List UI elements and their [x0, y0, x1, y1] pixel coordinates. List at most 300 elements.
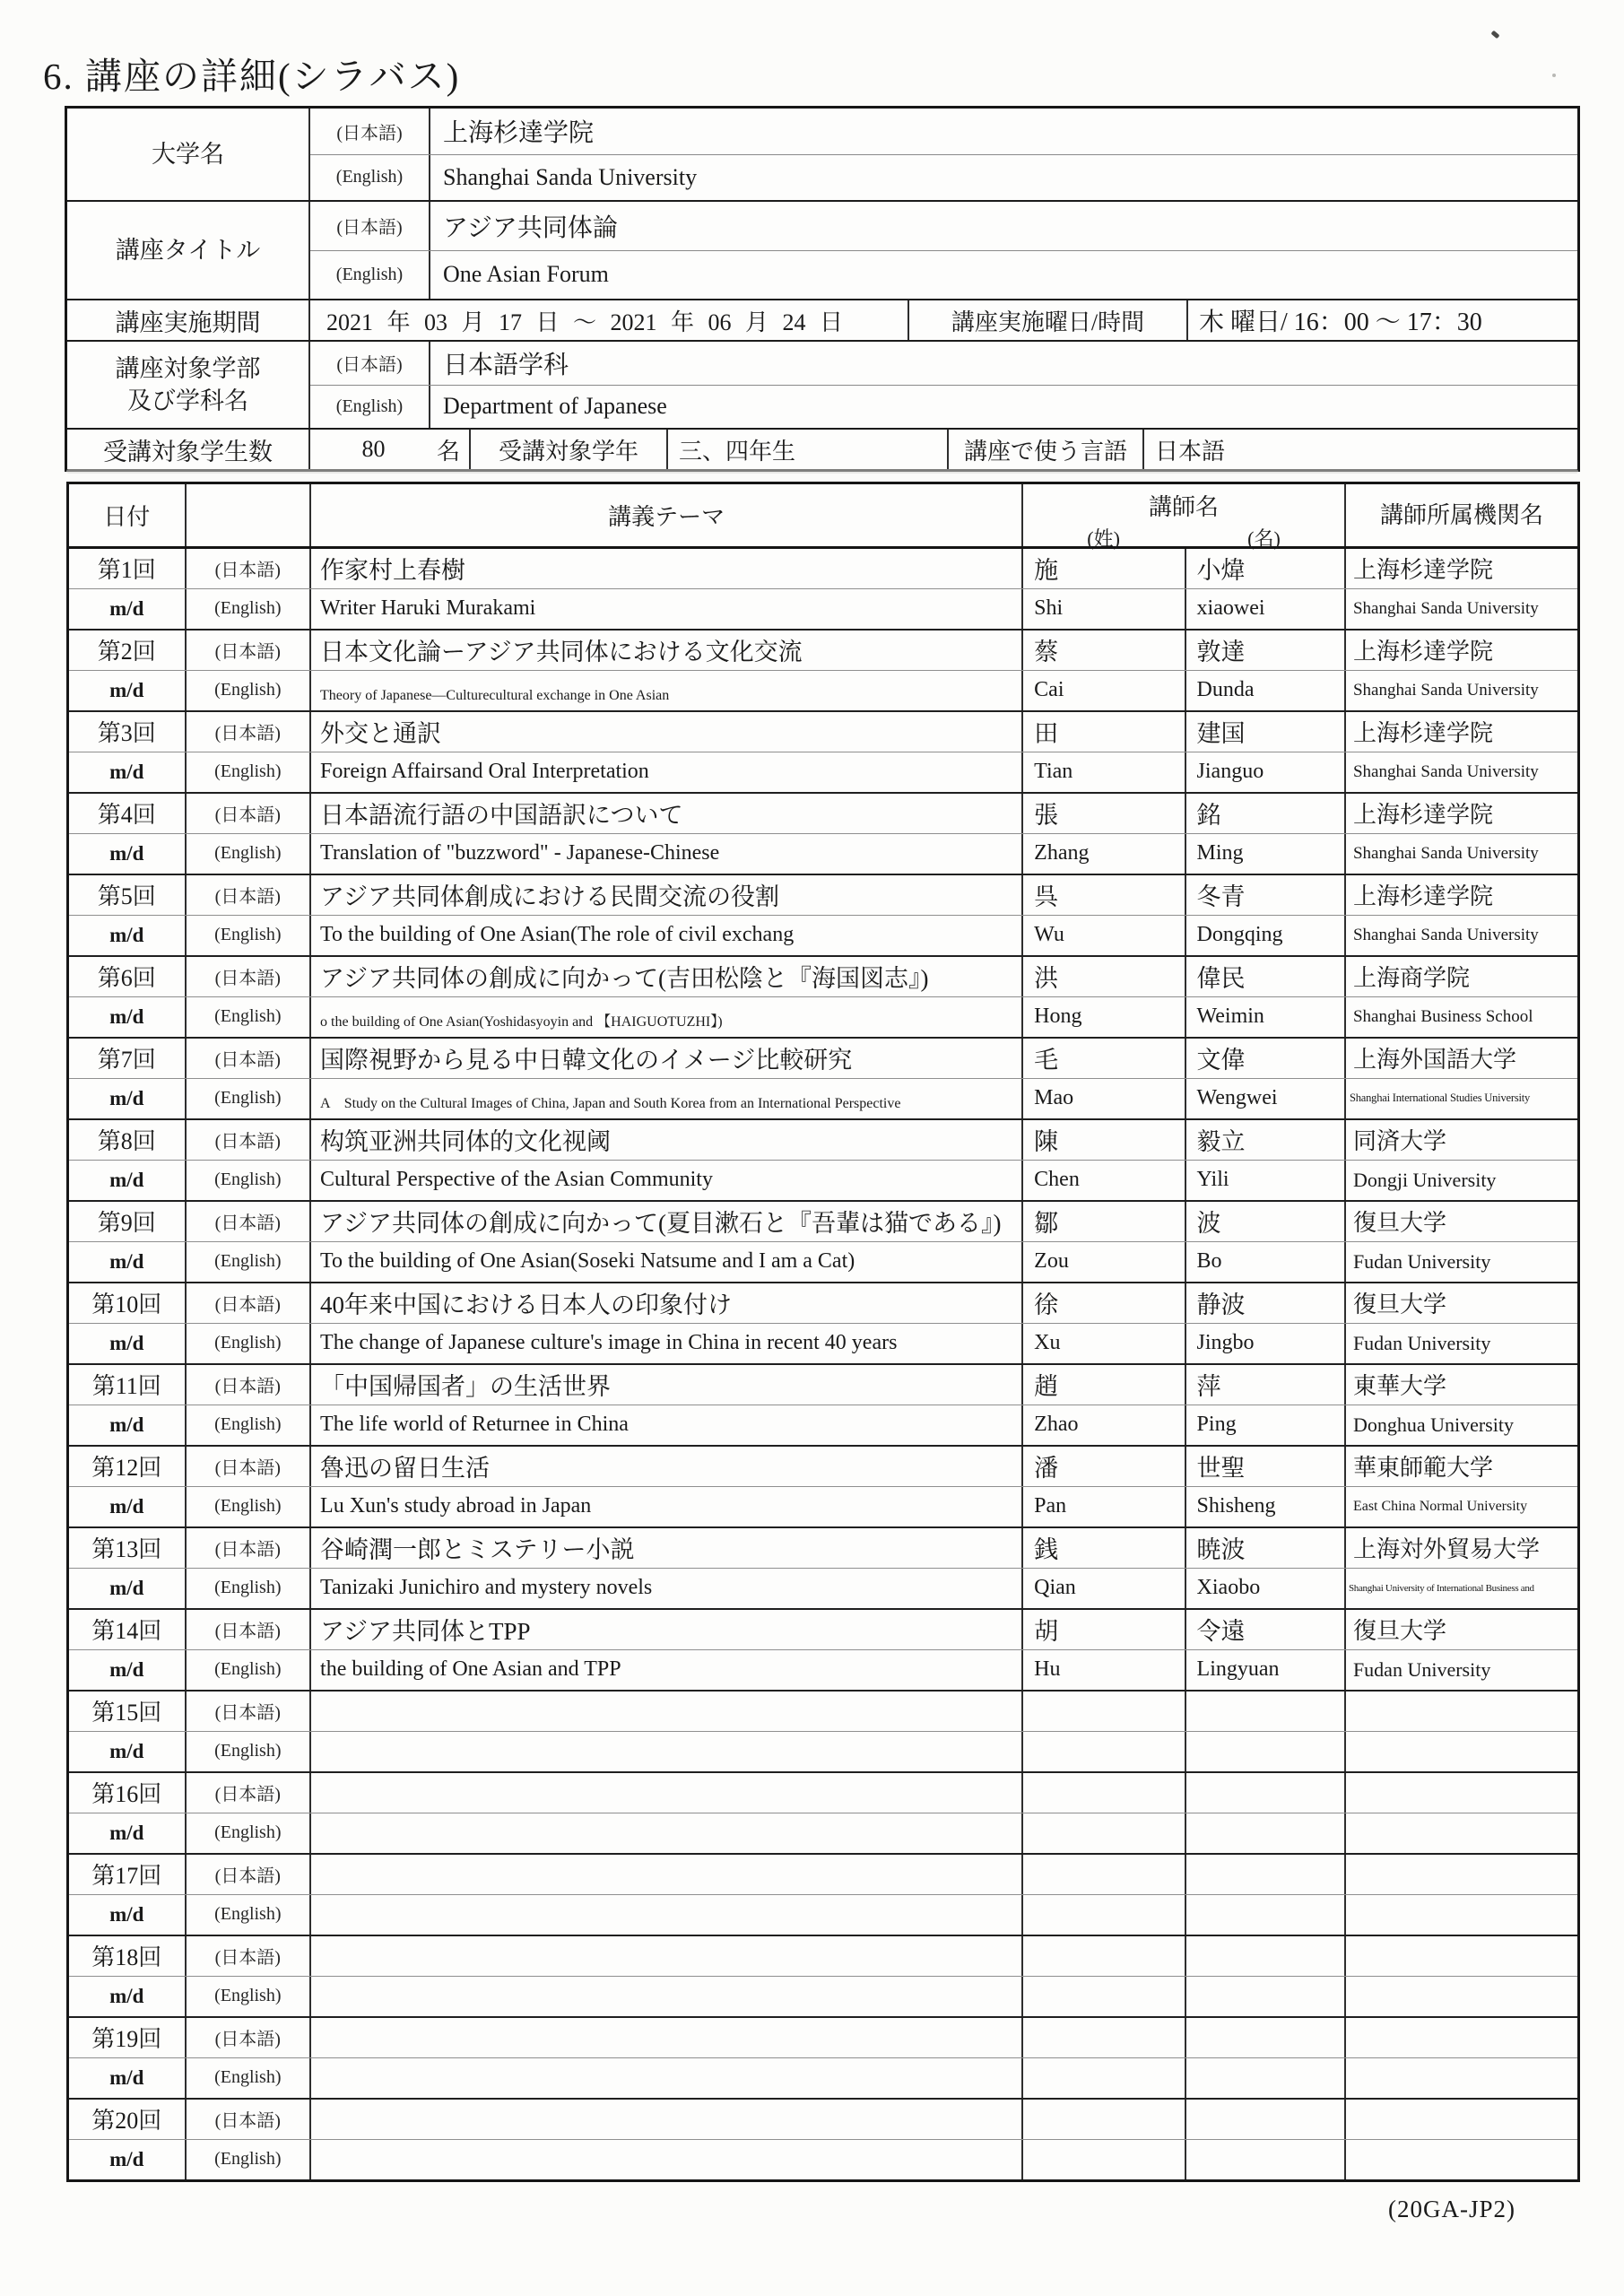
lecture-row-ja — [69, 2100, 1577, 2140]
lecturer-given-name-en — [1186, 1732, 1346, 1772]
lecturer-affiliation-en — [1346, 1977, 1577, 2017]
lang-tag-ja: (日本語) — [187, 957, 312, 996]
lecture-row-ja — [69, 1039, 1577, 1079]
lecturer-affiliation-ja: 復旦大学 — [1352, 1292, 1446, 1318]
lecturer-surname-ja — [1023, 1855, 1185, 1894]
header-theme: 講義テーマ — [311, 484, 1023, 546]
lecture-row-ja — [69, 1447, 1577, 1487]
lang-tag-en: (English) — [187, 1895, 312, 1935]
lecture-row-en — [69, 1813, 1577, 1854]
lecture-theme-ja — [311, 2100, 1023, 2139]
lecture-table-header — [69, 484, 1577, 549]
weekday-time-label: 講座実施曜日/時間 — [909, 300, 1188, 340]
lecturer-affiliation-en: Shanghai Sanda University — [1352, 925, 1539, 944]
scan-speck — [1552, 74, 1556, 77]
lecturer-surname-en: Hu — [1023, 1650, 1185, 1691]
lecturer-given-name-ja: 波 — [1186, 1202, 1346, 1241]
lecturer-given-name-ja — [1186, 2018, 1346, 2057]
lecturer-affiliation-ja: 復旦大学 — [1352, 1210, 1446, 1237]
lecturer-given-name-ja: 令遠 — [1186, 1610, 1346, 1649]
lecture-row-ja — [69, 1528, 1577, 1569]
lecture-row-en — [69, 1895, 1577, 1935]
lecture-row-en — [69, 671, 1577, 711]
lecturer-affiliation-en — [1346, 1895, 1577, 1935]
lang-tag-ja: (日本語) — [187, 2100, 312, 2139]
lecture-theme-en: The change of Japanese culture's image in China in recent 40 years — [311, 1324, 1023, 1364]
lang-tag-en: (English) — [187, 834, 312, 874]
lecture-date-md: m/d — [69, 916, 187, 956]
lecture-theme-ja: 「中国帰国者」の生活世界 — [311, 1365, 1023, 1405]
weekday-time-value: 木 曜日/ 16：00 ～ 17：30 — [1199, 309, 1482, 336]
university-label: 大学名 — [67, 109, 310, 200]
lecture-number: 第1回 — [69, 549, 187, 588]
lang-tag-en: (English) — [187, 916, 312, 956]
lecturer-surname-en — [1023, 1813, 1185, 1854]
lecture-row-en — [69, 752, 1577, 793]
lecturer-given-name-ja — [1186, 2100, 1346, 2139]
lecture-row-ja — [69, 1855, 1577, 1895]
lecture-row-en — [69, 1977, 1577, 2017]
lecturer-given-name-en: Yili — [1186, 1161, 1346, 1201]
lecturer-given-name-ja: 偉民 — [1186, 957, 1346, 996]
lecturer-surname-ja: 胡 — [1023, 1610, 1185, 1649]
lecture-theme-ja: 作家村上春樹 — [311, 549, 1023, 588]
lecture-theme-en: Foreign Affairsand Oral Interpretation — [311, 752, 1023, 793]
lecture-theme-en — [311, 1813, 1023, 1854]
lecturer-given-name-en: Xiaobo — [1186, 1569, 1346, 1609]
lecturer-surname-en: Chen — [1023, 1161, 1185, 1201]
lecture-date-md: m/d — [69, 671, 187, 711]
lecturer-surname-ja: 洪 — [1023, 957, 1185, 996]
lecture-number: 第2回 — [69, 631, 187, 670]
lecturer-affiliation-en — [1346, 2058, 1577, 2099]
lecturer-affiliation-ja: 同済大学 — [1352, 1128, 1446, 1155]
lang-tag-ja: (日本語) — [187, 1365, 312, 1405]
lecturer-given-name-en: Weimin — [1186, 997, 1346, 1038]
lang-tag-ja: (日本語) — [187, 1936, 312, 1976]
lang-tag-en: (English) — [187, 997, 312, 1038]
lecturer-surname-en: Wu — [1023, 916, 1185, 956]
lecture-row-en — [69, 589, 1577, 630]
university-row-group — [67, 109, 1577, 202]
lecture-theme-en — [311, 1895, 1023, 1935]
lecture-row-group — [69, 712, 1577, 794]
lang-tag-ja: (日本語) — [187, 875, 312, 915]
lecture-date-md: m/d — [69, 1324, 187, 1364]
lecturer-given-name-en — [1186, 1977, 1346, 2017]
lecture-theme-ja: 日本語流行語の中国語訳について — [311, 794, 1023, 833]
lecture-theme-en: Theory of Japanese―Culturecultural exchange in One Asian — [311, 671, 1023, 711]
lecture-theme-ja: 谷崎潤一郎とミステリー小説 — [311, 1528, 1023, 1568]
lecturer-surname-en: Xu — [1023, 1324, 1185, 1364]
lecturer-surname-ja: 趙 — [1023, 1365, 1185, 1405]
lecture-row-en — [69, 1242, 1577, 1283]
lecture-row-group — [69, 1202, 1577, 1283]
lecturer-surname-ja: 張 — [1023, 794, 1185, 833]
lecture-date-md: m/d — [69, 1161, 187, 1201]
lecturer-given-name-en — [1186, 1895, 1346, 1935]
lecturer-surname-ja: 毛 — [1023, 1039, 1185, 1078]
lecturer-surname-en: Cai — [1023, 671, 1185, 711]
lecture-row-ja — [69, 1936, 1577, 1977]
lecturer-affiliation-ja — [1346, 1855, 1577, 1894]
lecture-number: 第11回 — [69, 1365, 187, 1405]
lecture-number: 第4回 — [69, 794, 187, 833]
lecture-row-en — [69, 1405, 1577, 1446]
lecture-row-group — [69, 1773, 1577, 1855]
lecturer-surname-ja: 蔡 — [1023, 631, 1185, 670]
lang-tag-en: (English) — [187, 752, 312, 793]
lecturer-affiliation-en: Shanghai University of International Business and — [1348, 1582, 1534, 1594]
lecture-theme-ja: アジア共同体の創成に向かって(夏目漱石と『吾輩は猫である』) — [311, 1202, 1023, 1241]
lecturer-surname-en — [1023, 2140, 1185, 2180]
lecturer-surname-en — [1023, 1977, 1185, 2017]
lecturer-given-name-en: Dongqing — [1186, 916, 1346, 956]
students-row — [67, 430, 1577, 469]
lecture-theme-en: To the building of One Asian(The role of civil exchang — [311, 916, 1023, 956]
lecturer-surname-ja: 潘 — [1023, 1447, 1185, 1486]
lang-tag-ja: (日本語) — [187, 1447, 312, 1486]
lecture-date-md: m/d — [69, 1405, 187, 1446]
lecture-row-group — [69, 1365, 1577, 1447]
lecturer-affiliation-en — [1346, 2140, 1577, 2180]
lecturer-surname-ja — [1023, 1692, 1185, 1731]
lecture-theme-en: Writer Haruki Murakami — [311, 589, 1023, 630]
lecturer-given-name-en: Ming — [1186, 834, 1346, 874]
lecture-theme-ja — [311, 1936, 1023, 1976]
lang-tag-ja: (日本語) — [187, 1202, 312, 1241]
department-ja: 日本語学科 — [443, 351, 569, 379]
lang-tag-en: (English) — [187, 1650, 312, 1691]
lecture-rows — [69, 549, 1577, 2179]
lecturer-surname-en: Zou — [1023, 1242, 1185, 1283]
lecture-theme-en: Lu Xun's study abroad in Japan — [311, 1487, 1023, 1527]
header-lecturer: 講師名 (姓) (名) — [1023, 484, 1346, 546]
lecture-row-group — [69, 2018, 1577, 2100]
lecture-theme-en: To the building of One Asian(Soseki Natsume and I am a Cat) — [311, 1242, 1023, 1283]
lecture-row-en — [69, 2140, 1577, 2180]
lang-tag-en: (English) — [187, 1161, 312, 1201]
lecturer-given-name-en: Ping — [1186, 1405, 1346, 1446]
lecture-row-ja — [69, 1610, 1577, 1650]
lecturer-surname-en: Tian — [1023, 752, 1185, 793]
lecturer-given-name-en — [1186, 2140, 1346, 2180]
lecture-number: 第7回 — [69, 1039, 187, 1078]
lecture-theme-ja: 外交と通訳 — [311, 712, 1023, 752]
lecturer-affiliation-ja — [1346, 2018, 1577, 2057]
lecturer-surname-en — [1023, 1732, 1185, 1772]
lang-tag-ja: (日本語) — [187, 1692, 312, 1731]
lecture-theme-ja: 日本文化論ーアジア共同体における文化交流 — [311, 631, 1023, 670]
lecturer-affiliation-en — [1346, 1732, 1577, 1772]
lang-tag-ja: (日本語) — [187, 1528, 312, 1568]
lecture-date-md: m/d — [69, 1895, 187, 1935]
lecturer-surname-ja: 田 — [1023, 712, 1185, 752]
lecturer-affiliation-ja: 上海杉達学院 — [1352, 557, 1493, 584]
lecture-theme-en: Translation of "buzzword" - Japanese-Chinese — [311, 834, 1023, 874]
lecture-row-ja — [69, 794, 1577, 834]
lecture-row-en — [69, 1324, 1577, 1364]
lecture-row-group — [69, 2100, 1577, 2179]
course-title-row-group — [67, 202, 1577, 300]
lecturer-surname-ja — [1023, 1773, 1185, 1813]
lecture-theme-en: Cultural Perspective of the Asian Community — [311, 1161, 1023, 1201]
lecture-number: 第10回 — [69, 1283, 187, 1323]
lang-tag-ja: (日本語) — [187, 1039, 312, 1078]
lecturer-affiliation-ja: 華東師範大学 — [1352, 1455, 1493, 1482]
student-count-unit: 名 — [437, 438, 461, 465]
lecturer-affiliation-en: Shanghai Sanda University — [1352, 843, 1539, 863]
lang-tag-ja: (日本語) — [187, 1855, 312, 1894]
lang-tag-ja: (日本語) — [187, 794, 312, 833]
lecture-row-group — [69, 1692, 1577, 1773]
course-info-table — [65, 106, 1580, 472]
lecture-date-md: m/d — [69, 2058, 187, 2099]
lecture-row-en — [69, 2058, 1577, 2099]
lang-tag-en: (English) — [187, 1324, 312, 1364]
lecturer-affiliation-ja: 上海杉達学院 — [1352, 720, 1493, 747]
lang-tag-en: (English) — [187, 1242, 312, 1283]
lecture-schedule-table — [66, 482, 1580, 2182]
lecture-number: 第12回 — [69, 1447, 187, 1486]
lang-tag-ja: (日本語) — [187, 1773, 312, 1813]
lecturer-surname-en — [1023, 2058, 1185, 2099]
lecturer-given-name-ja: 毅立 — [1186, 1120, 1346, 1160]
lecture-theme-ja — [311, 1855, 1023, 1894]
lecture-number: 第5回 — [69, 875, 187, 915]
lecturer-affiliation-ja: 上海商学院 — [1352, 965, 1470, 992]
lecture-row-ja — [69, 712, 1577, 752]
lecturer-given-name-ja — [1186, 1773, 1346, 1813]
header-empty — [187, 484, 312, 546]
lecturer-affiliation-en: Shanghai International Studies University — [1349, 1091, 1531, 1105]
lecturer-surname-ja — [1023, 2018, 1185, 2057]
lecture-date-md: m/d — [69, 1487, 187, 1527]
lecturer-affiliation-ja: 上海杉達学院 — [1352, 802, 1493, 829]
lecture-row-en — [69, 1161, 1577, 1201]
page-footer-code: (20GA-JP2) — [1388, 2196, 1515, 2222]
lecture-date-md: m/d — [69, 997, 187, 1038]
lecturer-surname-ja: 施 — [1023, 549, 1185, 588]
lecturer-given-name-en: Bo — [1186, 1242, 1346, 1283]
lecturer-affiliation-ja: 上海対外貿易大学 — [1352, 1536, 1540, 1563]
course-title-en: One Asian Forum — [443, 261, 609, 288]
lecturer-surname-en: Shi — [1023, 589, 1185, 630]
course-title-ja: アジア共同体論 — [443, 213, 618, 242]
lecture-date-md: m/d — [69, 1813, 187, 1854]
lecturer-affiliation-ja: 上海外国語大学 — [1352, 1047, 1516, 1074]
lecturer-given-name-ja: 文偉 — [1186, 1039, 1346, 1078]
lecture-number: 第18回 — [69, 1936, 187, 1976]
lecture-theme-ja: 40年来中国における日本人の印象付け — [311, 1283, 1023, 1323]
lecture-theme-ja: アジア共同体の創成に向かって(吉田松陰と『海国図志』) — [311, 957, 1023, 996]
lecture-number: 第9回 — [69, 1202, 187, 1241]
lang-tag-ja: (日本語) — [187, 1283, 312, 1323]
lang-tag-en: (English) — [187, 1079, 312, 1119]
lecturer-surname-ja: 呉 — [1023, 875, 1185, 915]
lecturer-affiliation-ja: 上海杉達学院 — [1352, 883, 1493, 910]
lecture-theme-en: o the building of One Asian(Yoshidasyoyin and 【HAIGUOTUZHI】) — [311, 997, 1023, 1038]
student-count-cell — [310, 430, 471, 469]
lang-tag-ja: (日本語) — [187, 2018, 312, 2057]
period-label: 講座実施期間 — [67, 300, 310, 340]
lecturer-given-name-en: Jianguo — [1186, 752, 1346, 793]
lecturer-surname-ja — [1023, 1936, 1185, 1976]
lecture-row-group — [69, 1528, 1577, 1610]
lecture-theme-en: Tanizaki Junichiro and mystery novels — [311, 1569, 1023, 1609]
lecturer-given-name-en: Shisheng — [1186, 1487, 1346, 1527]
university-name-ja: 上海杉達学院 — [443, 119, 595, 148]
grade-value: 三、四年生 — [668, 430, 949, 469]
lecture-date-md: m/d — [69, 1977, 187, 2017]
lecturer-given-name-ja — [1186, 1855, 1346, 1894]
lecture-row-group — [69, 631, 1577, 712]
lang-tag-ja: (日本語) — [310, 342, 430, 385]
lecture-theme-ja: アジア共同体創成における民間交流の役割 — [311, 875, 1023, 915]
lecture-row-group — [69, 549, 1577, 631]
lecturer-given-name-ja — [1186, 1692, 1346, 1731]
page-title: 6. 講座の詳細(シラバス) — [43, 56, 461, 97]
lecturer-given-name-ja: 萍 — [1186, 1365, 1346, 1405]
lecture-row-group — [69, 875, 1577, 957]
lecture-date-md: m/d — [69, 2140, 187, 2180]
lang-tag-ja: (日本語) — [187, 1610, 312, 1649]
lang-tag-en: (English) — [310, 155, 430, 201]
lecture-row-ja — [69, 1365, 1577, 1405]
lecturer-affiliation-ja — [1346, 2100, 1577, 2139]
student-count-value: 80 — [361, 436, 386, 462]
lecturer-given-name-en: Wengwei — [1186, 1079, 1346, 1119]
lecture-theme-en: The life world of Returnee in China — [311, 1405, 1023, 1446]
lecturer-surname-ja: 陳 — [1023, 1120, 1185, 1160]
lang-tag-ja: (日本語) — [310, 202, 430, 250]
lecture-theme-ja — [311, 2018, 1023, 2057]
lecture-row-en — [69, 1569, 1577, 1609]
lang-tag-en: (English) — [187, 1977, 312, 2017]
department-row-group — [67, 342, 1577, 430]
lecture-theme-en: A Study on the Cultural Images of China, Japan and South Korea from an International Perspective — [311, 1079, 1023, 1119]
course-period-row — [67, 300, 1577, 342]
lang-tag-en: (English) — [187, 1487, 312, 1527]
lecturer-given-name-ja: 暁波 — [1186, 1528, 1346, 1568]
lang-tag-en: (English) — [187, 1732, 312, 1772]
lecture-date-md: m/d — [69, 1569, 187, 1609]
lecturer-affiliation-en: Shanghai Sanda University — [1352, 680, 1539, 700]
lang-tag-en: (English) — [187, 589, 312, 630]
lang-tag-en: (English) — [187, 1569, 312, 1609]
lecturer-given-name-ja: 小煒 — [1186, 549, 1346, 588]
lecture-number: 第19回 — [69, 2018, 187, 2057]
lecture-number: 第15回 — [69, 1692, 187, 1731]
department-en: Department of Japanese — [443, 393, 667, 420]
lecturer-given-name-en: Lingyuan — [1186, 1650, 1346, 1691]
period-dates: 2021 年 03 月 17 日 ～ 2021 年 06 月 24 日 — [310, 300, 909, 340]
lecturer-affiliation-en: Fudan University — [1352, 1331, 1491, 1354]
lecture-date-md: m/d — [69, 589, 187, 630]
grade-label: 受講対象学年 — [471, 430, 668, 469]
lecture-row-en — [69, 1732, 1577, 1772]
lang-tag-ja: (日本語) — [310, 109, 430, 154]
lecturer-surname-en: Mao — [1023, 1079, 1185, 1119]
lecturer-given-name-en — [1186, 1813, 1346, 1854]
lecture-row-group — [69, 1855, 1577, 1936]
lecture-row-en — [69, 916, 1577, 956]
lecture-row-ja — [69, 549, 1577, 589]
lecture-row-ja — [69, 1692, 1577, 1732]
lecture-row-group — [69, 1283, 1577, 1365]
lecture-date-md: m/d — [69, 1650, 187, 1691]
lecturer-affiliation-en: Fudan University — [1352, 1657, 1491, 1681]
lecture-row-group — [69, 1447, 1577, 1528]
lecturer-surname-en: Qian — [1023, 1569, 1185, 1609]
lecture-date-md: m/d — [69, 1242, 187, 1283]
header-affiliation: 講師所属機関名 — [1379, 501, 1543, 528]
lecture-date-md: m/d — [69, 1732, 187, 1772]
lang-tag-en: (English) — [187, 1813, 312, 1854]
lecturer-given-name-en — [1186, 2058, 1346, 2099]
lecture-number: 第20回 — [69, 2100, 187, 2139]
lecturer-affiliation-ja: 復旦大学 — [1352, 1618, 1446, 1645]
lecturer-surname-ja — [1023, 2100, 1185, 2139]
course-language-label: 講座で使う言語 — [949, 430, 1144, 469]
lecturer-given-name-ja: 建国 — [1186, 712, 1346, 752]
lecture-row-group — [69, 1039, 1577, 1120]
lecturer-surname-ja: 徐 — [1023, 1283, 1185, 1323]
scan-smear — [66, 469, 1578, 474]
lecture-row-en — [69, 834, 1577, 874]
course-language-value: 日本語 — [1155, 438, 1226, 465]
lecture-theme-en — [311, 1732, 1023, 1772]
lecture-number: 第17回 — [69, 1855, 187, 1894]
lecturer-affiliation-en: Shanghai Sanda University — [1352, 761, 1539, 781]
lecturer-surname-en — [1023, 1895, 1185, 1935]
lang-tag-en: (English) — [310, 386, 430, 429]
header-surname: (姓) — [1087, 527, 1120, 550]
lecturer-given-name-en: Jingbo — [1186, 1324, 1346, 1364]
lang-tag-ja: (日本語) — [187, 631, 312, 670]
lecturer-affiliation-ja: 東華大学 — [1352, 1373, 1446, 1400]
lecture-row-group — [69, 1936, 1577, 2018]
lang-tag-en: (English) — [187, 1405, 312, 1446]
header-given-name: (名) — [1247, 527, 1281, 550]
lang-tag-en: (English) — [187, 2058, 312, 2099]
lecturer-given-name-ja: 冬青 — [1186, 875, 1346, 915]
lecture-number: 第13回 — [69, 1528, 187, 1568]
lecturer-affiliation-en: Donghua University — [1352, 1413, 1514, 1436]
department-label: 講座対象学部 及び学科名 — [67, 342, 310, 428]
university-name-en: Shanghai Sanda University — [443, 163, 698, 190]
lecturer-surname-en: Pan — [1023, 1487, 1185, 1527]
lecture-theme-en — [311, 1977, 1023, 2017]
lecture-number: 第6回 — [69, 957, 187, 996]
lecture-row-ja — [69, 1773, 1577, 1813]
lecture-row-ja — [69, 631, 1577, 671]
lang-tag-en: (English) — [310, 251, 430, 300]
lecture-date-md: m/d — [69, 752, 187, 793]
lecture-number: 第14回 — [69, 1610, 187, 1649]
lecture-row-en — [69, 997, 1577, 1038]
lecture-theme-en — [311, 2058, 1023, 2099]
lecture-date-md: m/d — [69, 1079, 187, 1119]
lecture-row-en — [69, 1650, 1577, 1691]
lecturer-affiliation-en — [1346, 1813, 1577, 1854]
lecture-row-ja — [69, 875, 1577, 916]
lecture-row-ja — [69, 1283, 1577, 1324]
lecture-theme-ja: アジア共同体とTPP — [311, 1610, 1023, 1649]
lecture-theme-en: the building of One Asian and TPP — [311, 1650, 1023, 1691]
scan-speck — [1490, 30, 1499, 39]
lecturer-given-name-ja — [1186, 1936, 1346, 1976]
